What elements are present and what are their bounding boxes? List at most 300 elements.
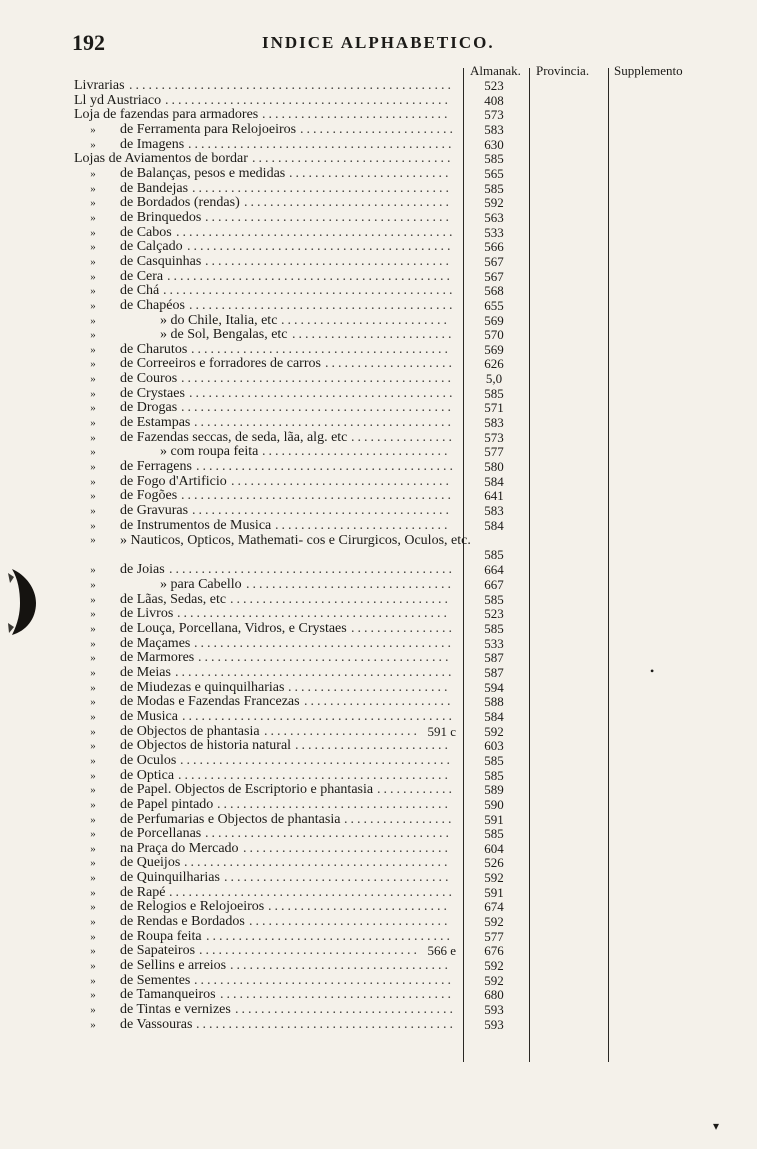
almanak-page: 641 [484,488,504,504]
almanak-page: 568 [484,283,504,299]
entry-label: de Louça, Porcellana, Vidros, e Crystaes [120,620,347,636]
index-entry [74,842,530,857]
ditto-marker: » [90,842,96,855]
leader-dots: .................................. [199,944,420,959]
leader-dots: ............................................ [169,885,455,900]
leader-dots: ............................. [262,445,451,460]
index-entry [74,504,530,519]
ditto-marker: » [90,299,96,312]
ditto-marker: » [90,828,96,841]
ditto-marker: » [90,431,96,444]
entry-label: de Miudezas e quinquilharias [120,679,285,695]
index-entry [74,182,530,197]
almanak-page: 583 [484,121,504,137]
ditto-marker: » [90,1004,96,1017]
almanak-page: 592 [484,870,504,886]
entry-label: de Instrumentos de Musica [120,517,272,533]
ditto-marker: » [90,960,96,973]
index-entry [74,416,530,431]
entry-label: de Calçado [120,239,183,255]
leader-dots: ....................................... [198,651,452,666]
entry-label: de Estampas [120,415,191,431]
almanak-page: 584 [484,517,504,533]
index-entry [74,314,530,329]
entry-label: na Praça do Mercado [120,840,239,856]
ditto-marker: » [90,916,96,929]
leader-dots: ......................................... [187,240,454,255]
index-entry [74,123,530,138]
almanak-page: 567 [484,268,504,284]
leader-dots: ........................................ [192,504,452,519]
leader-dots: ......................................... [189,298,456,313]
ditto-marker: » [90,974,96,987]
index-entry [74,270,530,285]
entry-label: de Queijos [120,855,181,871]
almanak-page: 626 [484,356,504,372]
leader-dots: ........................................ [194,973,454,988]
entry-label: de Maçames [120,635,191,651]
entry-label: de Roupa feita [120,928,202,944]
ditto-marker: » [90,901,96,914]
almanak-page: 526 [484,855,504,871]
leader-dots: ......................................... [184,856,451,871]
ditto-marker: » [90,387,96,400]
leader-dots: ............................ [268,900,450,915]
leader-dots: ........................ [295,739,451,754]
almanak-page: 563 [484,209,504,225]
entry-label: de Quinquilharias [120,870,220,886]
ditto-marker: » [90,211,96,224]
almanak-page: 592 [484,958,504,974]
entry-label: de Crystaes [120,385,185,401]
ditto-marker: » [90,490,96,503]
almanak-page: 577 [484,928,504,944]
almanak-page: 603 [484,738,504,754]
leader-dots: ............................. [262,108,451,123]
almanak-page: 523 [484,78,504,93]
leader-dots: ......................................... [188,137,455,152]
index-entry [74,593,530,608]
index-entry [74,783,530,798]
index-entry [74,196,530,211]
entry-label: » com roupa feita [160,444,259,460]
entry-label: de Meias [120,664,171,680]
leader-dots: .......................................... [181,489,454,504]
leader-dots: .................................... [220,988,454,1003]
almanak-page: 569 [484,312,504,328]
ditto-marker: » [90,417,96,430]
leader-dots: .................................... [217,797,451,812]
almanak-page: 569 [484,341,504,357]
index-entry [74,695,530,710]
ditto-marker: » [90,197,96,210]
index-entry [74,445,530,460]
ditto-marker: » [90,725,96,738]
ditto-marker: » [90,681,96,694]
leader-dots: ......................... [292,328,455,343]
entry-label: de Fogões [120,488,178,504]
index-entry [74,299,530,314]
entry-label: de Casquinhas [120,253,202,269]
almanak-page: 585 [484,180,504,196]
entry-label: de Imagens [120,136,185,152]
leader-dots: .................................. [230,592,451,607]
entry-label: de Vassouras [120,1016,193,1032]
ditto-marker: » [90,461,96,474]
almanak-page: 566 [484,239,504,255]
leader-dots: ............................................ [169,563,455,578]
index-entry [74,138,530,153]
almanak-page: 655 [484,297,504,313]
leader-dots: .......................................... [180,753,453,768]
index-entry [74,622,530,637]
ditto-marker: » [90,622,96,635]
index-entry [74,460,530,475]
index-entry [74,915,530,930]
leader-dots: .................................................. [129,79,454,93]
entry-label: de Fazendas seccas, de seda, lãa, alg. etc [120,429,348,445]
leader-dots: .................................. [230,959,451,974]
leader-dots: ......................................... [189,386,456,401]
leader-dots: ........................ [300,122,456,137]
entry-label: de Tintas e vernizes [120,1002,231,1018]
index-entry [74,343,530,358]
almanak-page: 680 [484,987,504,1003]
almanak-page: 583 [484,503,504,519]
index-entry [74,900,530,915]
almanak-page: 577 [484,444,504,460]
ditto-marker: » [90,255,96,268]
almanak-page: 589 [484,782,504,798]
index-entry [74,167,530,182]
ditto-marker: » [90,813,96,826]
ditto-marker: » [90,1018,96,1031]
ditto-marker: » [90,329,96,342]
ditto-marker: » [90,637,96,650]
entry-cross-reference: 566 e [427,943,456,959]
column-header-almanak: Almanak. [470,63,521,78]
ditto-marker: » [90,666,96,679]
page-number: 192 [72,30,105,55]
leader-dots: ............................................ [165,93,451,108]
leader-dots: ........................................ [196,460,456,475]
leader-dots: .................................. [231,474,452,489]
almanak-page: 592 [484,972,504,988]
ditto-marker: » [90,784,96,797]
entry-label: » Nauticos, Opticos, Mathemati- cos e Cirurgicos, Oculos, etc. [120,533,471,549]
leader-dots: ............................................. [163,284,456,299]
leader-dots: ............................... [252,152,454,167]
entry-label: de Chá [120,283,160,299]
leader-dots: .................................. [235,1003,456,1018]
almanak-page: 570 [484,327,504,343]
almanak-page: 592 [484,723,504,739]
index-entry [74,94,530,109]
entry-label: de Marmores [120,650,195,666]
almanak-page: 587 [484,650,504,666]
almanak-page: 590 [484,796,504,812]
index-entry [74,754,530,769]
index-entry [74,637,530,652]
index-entry [74,533,530,563]
ditto-marker: » [90,373,96,386]
index-entry [74,79,530,94]
ditto-marker: » [90,534,96,547]
index-entry [74,1018,530,1033]
index-entry [74,372,530,387]
index-entry [74,666,530,681]
leader-dots: ...................................... [205,254,452,269]
index-entry [74,328,530,343]
index-entry [74,959,530,974]
almanak-page: 408 [484,92,504,108]
entry-label: de Rendas e Bordados [120,914,245,930]
almanak-page: 587 [484,664,504,680]
index-entry [74,710,530,725]
entry-label: de Gravuras [120,503,189,519]
entry-label: Ll yd Austriaco [74,92,162,108]
leader-dots: ................ [351,621,455,636]
ditto-marker: » [90,314,96,327]
entry-label: de Perfumarias e Objectos de phantasia [120,811,341,827]
index-entry [74,475,530,490]
almanak-page: 667 [484,577,504,592]
almanak-page: 676 [484,943,504,959]
almanak-page: 585 [484,385,504,401]
leader-dots: .......................................... [177,607,450,622]
index-entry [74,563,530,578]
index-entry [74,769,530,784]
almanak-page: 674 [484,899,504,915]
entry-label: de Objectos de historia natural [120,738,292,754]
entry-label: de Lãas, Sedas, etc [120,591,227,607]
index-entry [74,607,530,622]
index-entry [74,240,530,255]
leader-dots: .......................................... [178,768,451,783]
entry-label: de Joias [120,562,165,578]
index-entry [74,357,530,372]
entry-label: de Ferragens [120,459,192,475]
index-entry [74,226,530,241]
index-entry [74,108,530,123]
entry-label: de Modas e Fazendas Francezas [120,694,300,710]
leader-dots: .......................................... [181,372,454,387]
entry-label: de Brinquedos [120,209,202,225]
entry-label: » para Cabello [160,577,242,592]
ditto-marker: » [90,769,96,782]
ditto-marker: » [90,886,96,899]
column-header-supplemento: Supplemento [614,63,683,78]
ditto-marker: » [90,593,96,606]
entry-label: Loja de fazendas para armadores [74,107,259,123]
index-entries [74,79,530,1032]
almanak-page: 664 [484,562,504,578]
ditto-marker: » [90,696,96,709]
leader-dots: ........................................ [196,1017,456,1032]
leader-dots: .................... [325,357,455,372]
almanak-page: 591 [484,811,504,827]
ditto-marker: » [90,652,96,665]
entry-label: de Tamanqueiros [120,987,216,1003]
ditto-marker: » [90,285,96,298]
leader-dots: ........................................ [194,636,454,651]
index-entry [74,578,530,593]
almanak-page: 630 [484,136,504,152]
index-entry [74,284,530,299]
ditto-marker: » [90,740,96,753]
ditto-marker: » [90,857,96,870]
leader-dots: ................................... [224,871,452,886]
almanak-page: 533 [484,224,504,240]
index-entry [74,798,530,813]
entry-label: de Livros [120,606,174,622]
index-entry [74,152,530,167]
ditto-marker: » [90,519,96,532]
leader-dots: ........................................... [176,225,456,240]
ditto-marker: » [90,241,96,254]
ditto-marker: » [90,475,96,488]
entry-label: » de Sol, Bengalas, etc [160,327,288,343]
entry-label: de Musica [120,708,178,724]
ditto-marker: » [90,930,96,943]
leader-dots: .......................... [281,313,450,328]
almanak-page: 594 [484,679,504,695]
almanak-page: 585 [484,151,504,167]
almanak-page: 565 [484,165,504,181]
entry-label: de Relogios e Relojoeiros [120,899,265,915]
almanak-page: 585 [484,767,504,783]
almanak-page: 567 [484,253,504,269]
entry-label: de Papel. Objectos de Escriptorio e phantasia [120,782,374,798]
entry-label: de Porcellanas [120,826,202,842]
index-entry [74,489,530,504]
entry-label: Livrarias [74,78,125,93]
leader-dots: ........................ [264,724,420,739]
stray-mark: • [650,664,655,678]
entry-label: de Drogas [120,400,178,416]
entry-label: de Fogo d'Artificio [120,473,227,489]
index-entry [74,856,530,871]
stray-mark-bottom: ▾ [713,1119,720,1133]
entry-label: de Sellins e arreios [120,958,227,974]
ditto-marker: » [90,402,96,415]
almanak-page: 585 [484,826,504,842]
almanak-page: 585 [484,620,504,636]
almanak-page: 573 [484,429,504,445]
entry-label: de Sementes [120,972,191,988]
ditto-marker: » [90,872,96,885]
index-entry [74,827,530,842]
leader-dots: .......................................... [182,709,455,724]
almanak-page: 571 [484,400,504,416]
ditto-marker: » [90,343,96,356]
entry-label: de Sapateiros [120,943,196,959]
index-entry [74,681,530,696]
leader-dots: ........................................ [191,342,451,357]
leader-dots: ......................... [289,166,452,181]
entry-label: de Rapé [120,884,166,900]
ditto-marker: » [90,226,96,239]
leader-dots: ............................................ [167,269,453,284]
almanak-page: 523 [484,606,504,622]
index-entry [74,431,530,446]
almanak-page: 584 [484,708,504,724]
ditto-marker: » [90,358,96,371]
leader-dots: .......................................... [181,401,454,416]
entry-label: de Chapéos [120,297,185,313]
almanak-page: 591 [484,884,504,900]
almanak-page: 593 [484,1002,504,1018]
almanak-page: 580 [484,459,504,475]
almanak-page: 592 [484,195,504,211]
index-entry [74,387,530,402]
index-entry [74,211,530,226]
index-entry [74,1003,530,1018]
index-entry [74,930,530,945]
ditto-marker: » [90,989,96,1002]
entry-cross-reference: 591 c [427,723,456,739]
almanak-page: 585 [484,591,504,607]
almanak-page: 585 [484,752,504,768]
ditto-marker: » [90,754,96,767]
leader-dots: ........................................ [194,416,454,431]
ditto-marker: » [90,710,96,723]
leader-dots: ............................... [249,915,451,930]
index-entry [74,651,530,666]
leader-dots: ........................................ [192,181,452,196]
almanak-page: 5,0 [485,371,503,387]
entry-label: de Bordados (rendas) [120,195,240,211]
index-entry [74,944,530,959]
column-header-provincia: Provincia. [536,63,590,78]
almanak-page: 588 [484,694,504,710]
almanak-page: 604 [484,840,504,856]
leader-dots: ........................................... [175,665,455,680]
leader-dots: ................. [344,812,455,827]
leader-dots: ................................ [243,841,451,856]
ditto-marker: » [90,182,96,195]
ditto-marker: » [90,945,96,958]
leader-dots: ...................................... [205,827,452,842]
entry-label: de Charutos [120,341,188,357]
index-entry [74,974,530,989]
almanak-page: 585 [484,547,504,563]
entry-label: de Objectos de phantasia [120,723,260,739]
almanak-page: 592 [484,914,504,930]
leader-dots: ........................... [275,518,451,533]
entry-label: Lojas de Aviamentos de bordar [74,151,248,167]
leader-dots: ................................ [244,196,452,211]
ditto-marker: » [90,579,96,591]
index-entry [74,739,530,754]
ink-blot-mark [8,565,42,639]
page-title: INDICE ALPHABETICO. [262,33,495,52]
entry-label: de Bandejas [120,180,189,196]
ditto-marker: » [90,270,96,283]
entry-label: de Cera [120,268,164,284]
ditto-marker: » [90,167,96,180]
leader-dots: ......................... [288,680,451,695]
index-entry [74,886,530,901]
leader-dots: ............ [377,783,455,798]
entry-label: de Oculos [120,752,177,768]
almanak-page: 573 [484,107,504,123]
ditto-marker: » [90,505,96,518]
entry-label: de Cabos [120,224,172,240]
entry-label: de Optica [120,767,175,783]
leader-dots: ....................... [304,695,454,710]
index-entry [74,725,530,740]
